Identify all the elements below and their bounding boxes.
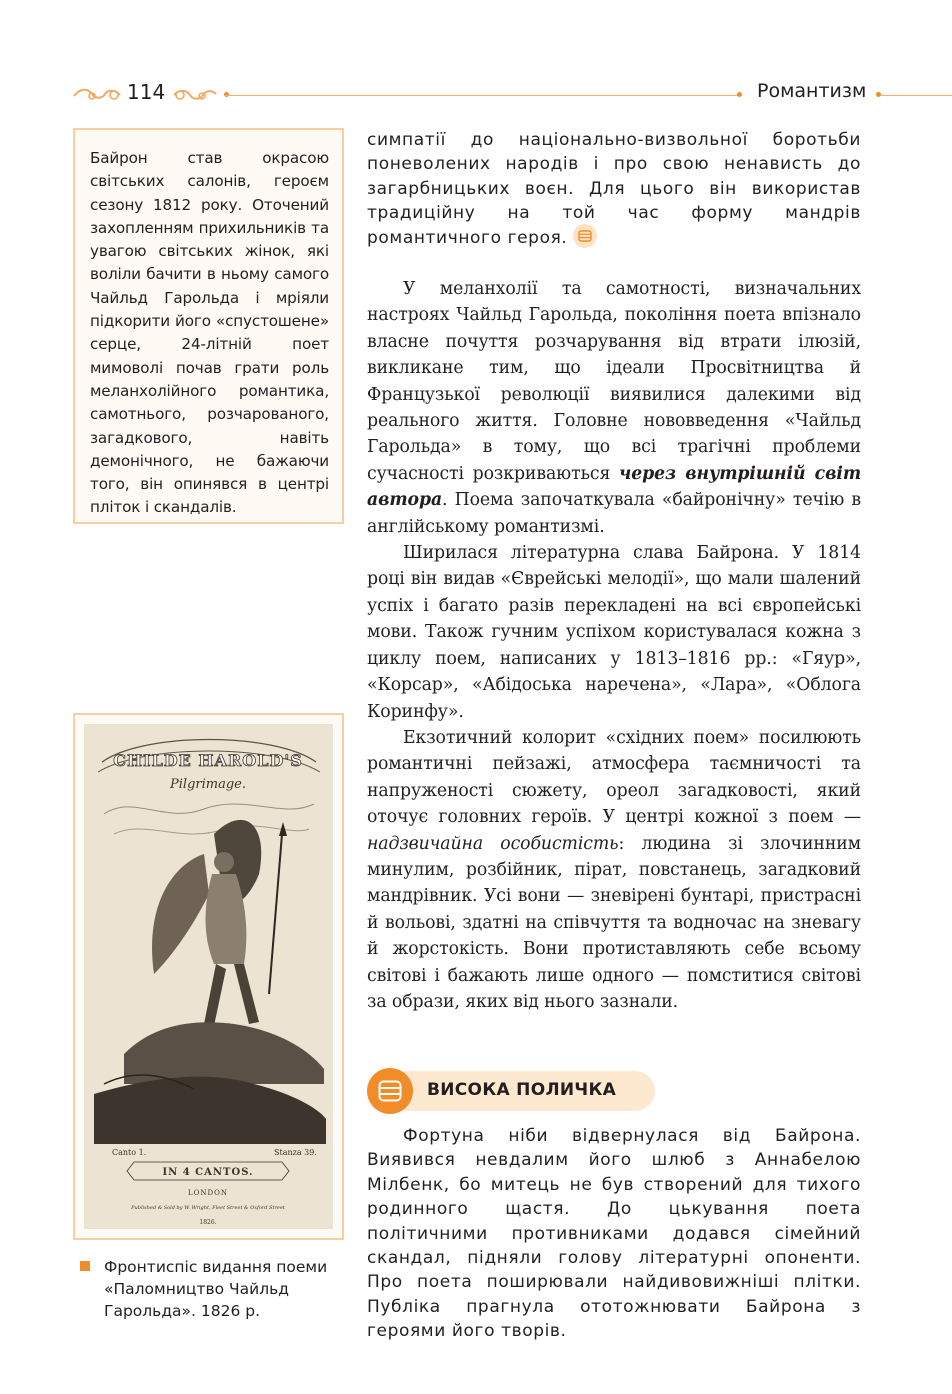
high-shelf-banner xyxy=(367,1068,655,1114)
body-paragraph-2: Ширилася літературна слава Байрона. У 1814 році він видав «Єврейські мелодії», що мали шалений успіх і багато разів перекладені на всі європейські мови. Також гучним успіхом користувалася кожна з циклу поем, написаних у 1813–1816 рр.: «Гяур», «Корсар», «Абідоська наречена», «Лара», «Облога Коринфу». xyxy=(367,543,861,722)
figure-title-2: Pilgrimage. xyxy=(170,777,246,792)
header-dot xyxy=(737,92,742,97)
shelf-label: ВИСОКА ПОЛИЧКА xyxy=(427,1080,617,1100)
bookshelf-icon xyxy=(378,1080,402,1102)
ornament-left-icon xyxy=(72,84,122,106)
figure-cantos: IN 4 CANTOS. xyxy=(162,1167,254,1178)
page-header xyxy=(0,78,952,112)
header-rule-right xyxy=(880,95,952,96)
emphasis-text: через внутрішній світ автора xyxy=(367,463,862,511)
body-text: У меланхолії та самотності, визначальних настроях Чайльд Гарольда, покоління поета впізнало власне почуття розчарування від втрати ілюзій, викликане тим, що ідеали Просвітництва й Французької революції виявилися далекими від реального життя. Головне нововведення «Чайльд Гарольда» в тому, що всі трагічні проблеми сучасності розкриваються xyxy=(367,279,861,484)
main-body xyxy=(367,276,861,1015)
header-rule-left xyxy=(224,95,740,96)
sidebar-text: Байрон став окрасою світських салонів, героєм сезону 1812 року. Оточений захопленням прихильників та увагою світських жінок, які воліли бачити в ньому самого Чайльд Гарольда і мріяли підкорити його «спустошене» серце, 24-літній поет мимоволі почав грати роль меланхолійного романтика, самотнього, розчарованого, загадкового, навіть демонічного, не бажаючи того, він опинявся в центрі пліток і скандалів. xyxy=(90,149,329,517)
figure-publisher: Published & Sold by W. Wright, Fleet Street & Oxford Street xyxy=(131,1205,285,1211)
intro-text: симпатії до національно-визвольної боротьби поневолених народів і про свою ненависть до загарбницьких воєн. Для цього він використав традиційну на той час форму мандрів романтичного героя. xyxy=(367,130,861,248)
caption-text: Фронтиспіс видання поеми «Паломництво Чайльд Гарольда». 1826 р. xyxy=(104,1258,328,1320)
page-number: 114 xyxy=(127,80,166,104)
body-text: . Поема започаткувала «байронічну» течію в англійському романтизмі. xyxy=(367,490,861,537)
body-text: : людина зі злочинним минулим, розбійник, пірат, повстанець, загадковий мандрівник. Усі вони — зневірені бунтарі, пристрасні й вольові, здатні на співчуття та водночас на зневагу й жорстокість. Вони протиставляють себе всьому світові і бажають лише одного — помститися світові за образи, яких від нього зазнали. xyxy=(367,833,862,1012)
section-title: Романтизм xyxy=(757,80,867,102)
figure-canto: Canto 1. xyxy=(112,1148,147,1157)
body-paragraph-1 xyxy=(367,276,861,540)
shelf-paragraph: Фортуна ніби відвернулася від Байрона. Виявився невдалим його шлюб з Аннабелою Мілбенк, бо митець не був створений для тихого родинного щастя. До цькування поета політичними противниками додався сімейний скандал, підняли голову літературні опоненти. Про поета поширювали найдивовижніші плітки. Публіка прагнула ототожнювати Байрона з героями його творів. xyxy=(367,1126,861,1342)
body-text: Екзотичний колорит «східних поем» посилюють романтичні пейзажі, атмосфера таємничості та напруженості сюжету, ореол загадковості, який оточує головних героїв. У центрі кожної з поем — xyxy=(367,727,861,828)
figure-stanza: Stanza 39. xyxy=(274,1148,317,1157)
sidebar-note xyxy=(73,128,344,524)
caption-bullet-icon xyxy=(80,1261,90,1271)
shelf-icon-circle xyxy=(367,1068,413,1114)
figure-year: 1826. xyxy=(199,1219,217,1226)
shelf-content xyxy=(367,1124,861,1344)
ornament-right-icon xyxy=(172,84,218,106)
bookshelf-icon[interactable] xyxy=(573,224,597,248)
figure-caption xyxy=(80,1256,345,1322)
body-paragraph-3 xyxy=(367,725,861,1015)
frontispiece-engraving xyxy=(84,724,333,1229)
emphasis-text: надзвичайна особистість xyxy=(367,833,619,854)
figure-city: LONDON xyxy=(188,1189,228,1197)
intro-paragraph xyxy=(367,128,861,250)
main-intro xyxy=(367,128,861,250)
figure-title-1: CHILDE HAROLD'S xyxy=(113,751,303,770)
frontispiece-figure xyxy=(73,713,344,1240)
